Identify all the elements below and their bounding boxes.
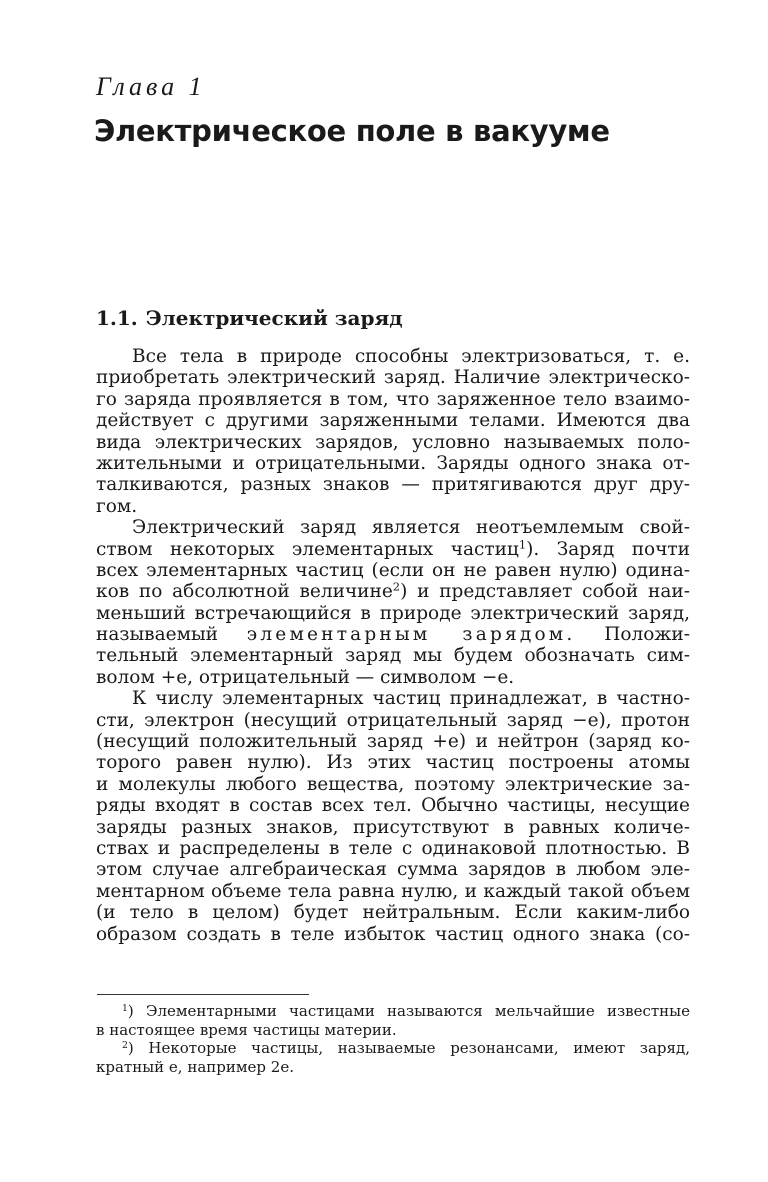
footnote-line [96, 1039, 690, 1058]
text-line: торого равен нулю). Из этих частиц построены атомы [96, 752, 690, 774]
text-line [96, 624, 690, 645]
text-fragment: ). Заряд почти [526, 538, 690, 560]
text-line: и молекулы любого вещества, поэтому электрические за- [96, 773, 690, 795]
text-fragment: называемый [96, 624, 219, 646]
text-fragment: ) и представляет собой наи- [400, 581, 690, 603]
text-line: сти, электрон (несущий отрицательный заряд −e), протон [96, 709, 690, 731]
footnote-mark: 2 [122, 1039, 128, 1051]
text-fragment: ством некоторых элементарных частиц [96, 538, 519, 560]
text-line: (и тело в целом) будет нейтральным. Если каким-либо [96, 902, 690, 924]
text-line: образом создать в теле избыток частиц одного знака (со- [96, 923, 690, 945]
text-line: жительными и отрицательными. Заряды одного знака от- [96, 452, 690, 474]
text-line: Электрический заряд является неотъемлемым свой- [132, 517, 690, 539]
text-line: ствах и распределены в теле с одинаковой плотностью. В [96, 837, 690, 859]
body-text [96, 346, 690, 945]
footnote-line: в настоящее время частицы материи. [96, 1020, 397, 1039]
text-line: вида электрических зарядов, условно называемых поло- [96, 431, 690, 453]
text-line [96, 539, 690, 560]
footnote-text: ) Некоторые частицы, называемые резонансами, имеют заряд, [127, 1039, 690, 1057]
footnote-text: ) Элементарными частицами называются мельчайшие известные [127, 1002, 690, 1020]
section-heading [96, 306, 403, 330]
text-line: ментарном объеме тела равна нулю, и каждый такой объем [96, 880, 690, 902]
text-line [96, 581, 690, 602]
text-line: (несущий положительный заряд +e) и нейтрон (заряд ко- [96, 731, 690, 753]
text-line: всех элементарных частиц (если он не равен нулю) одина- [96, 559, 690, 581]
chapter-label: Глава 1 [96, 72, 206, 101]
term-elementary-charge: элементарным зарядом. [246, 624, 576, 646]
footnote-mark: 1 [122, 1002, 128, 1014]
footnote-ref: 2 [392, 580, 401, 594]
text-line: К числу элементарных частиц принадлежат, в частно- [132, 688, 690, 710]
paragraph [96, 517, 690, 688]
text-line: го заряда проявляется в том, что заряженное тело взаимо- [96, 388, 690, 410]
text-line: Все тела в природе способны электризоваться, т. е. [132, 346, 690, 367]
text-fragment: Положи- [604, 624, 690, 646]
footnotes [96, 1002, 690, 1076]
paragraph [96, 688, 690, 945]
footnote-divider [97, 994, 309, 995]
footnote-line [96, 1002, 690, 1021]
text-line: талкиваются, разных знаков — притягиваются друг дру- [96, 474, 690, 496]
text-line: этом случае алгебраическая сумма зарядов в любом эле- [96, 859, 690, 881]
text-line: меньший встречающийся в природе электрический заряд, [96, 602, 690, 624]
paragraph [96, 346, 690, 517]
text-line: приобретать электрический заряд. Наличие электрическо- [96, 367, 690, 389]
text-line: тельный элементарный заряд мы будем обозначать сим- [96, 645, 690, 667]
footnote [96, 1039, 690, 1076]
section-number: 1.1. [96, 306, 138, 330]
chapter-title: Электрическое поле в вакууме [94, 114, 610, 148]
text-line: заряды разных знаков, присутствуют в равных количе- [96, 816, 690, 838]
footnote-line: кратный e, например 2e. [96, 1057, 294, 1076]
text-line: волом +e, отрицательный — символом −e. [96, 666, 515, 688]
footnote [96, 1002, 690, 1039]
footnote-ref: 1 [518, 537, 527, 552]
section-title: Электрический заряд [145, 306, 403, 330]
text-line: гом. [96, 495, 138, 517]
text-fragment: ков по абсолютной величине [96, 581, 393, 603]
text-line: ряды входят в состав всех тел. Обычно частицы, несущие [96, 795, 690, 817]
text-line: действует с другими заряженными телами. Имеются два [96, 410, 690, 432]
